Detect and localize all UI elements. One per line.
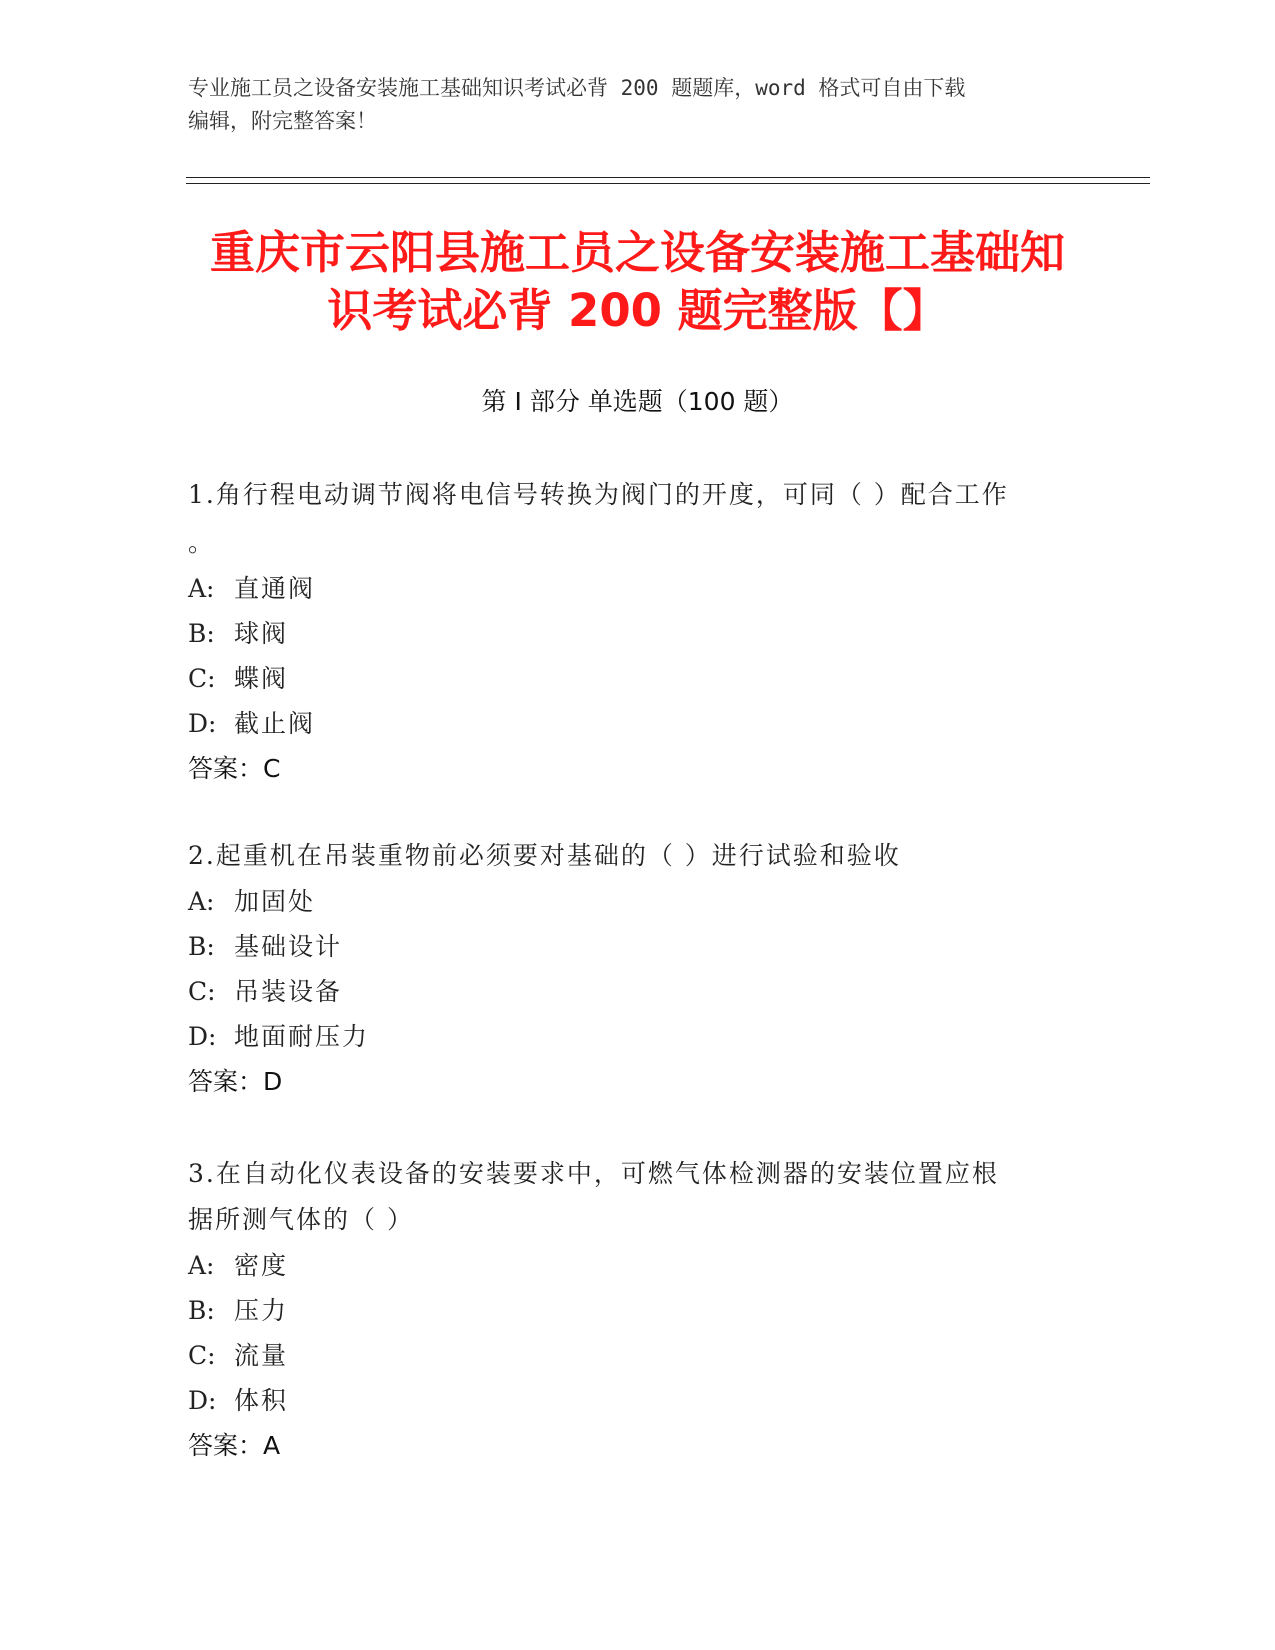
option-letter: B: bbox=[188, 619, 215, 648]
option-text: 地面耐压力 bbox=[234, 1022, 370, 1051]
option-b bbox=[188, 611, 1088, 656]
option-text: 吊装设备 bbox=[234, 977, 343, 1006]
option-text: 球阀 bbox=[234, 619, 289, 648]
option-letter: C: bbox=[188, 977, 216, 1006]
question-text-continuation: 。 bbox=[188, 528, 216, 557]
intro-line-1: 专业施工员之设备安装施工基础知识考试必背 200 题题库，word 格式可自由下载 bbox=[188, 76, 966, 100]
option-a bbox=[188, 879, 1088, 924]
option-letter: D: bbox=[188, 709, 217, 738]
answer: 答案：D bbox=[188, 1067, 283, 1096]
option-text: 直通阀 bbox=[234, 574, 316, 603]
intro-text bbox=[188, 72, 1088, 138]
option-b bbox=[188, 1288, 1088, 1333]
document-title bbox=[150, 224, 1125, 340]
title-line-2: 识考试必背 200 题完整版【】 bbox=[327, 284, 948, 337]
answer: 答案：C bbox=[188, 754, 281, 783]
title-line-1: 重庆市云阳县施工员之设备安装施工基础知 bbox=[209, 226, 1065, 279]
option-c bbox=[188, 1333, 1088, 1378]
option-c bbox=[188, 656, 1088, 701]
option-b bbox=[188, 924, 1088, 969]
option-letter: D: bbox=[188, 1386, 217, 1415]
option-d bbox=[188, 1014, 1088, 1059]
option-a bbox=[188, 566, 1088, 611]
question-text: 3.在自动化仪表设备的安装要求中，可燃气体检测器的安装位置应根 bbox=[188, 1159, 999, 1188]
question-2 bbox=[188, 833, 1088, 1104]
header-divider-top bbox=[186, 177, 1150, 178]
question-3 bbox=[188, 1151, 1088, 1468]
option-a bbox=[188, 1243, 1088, 1288]
option-letter: C: bbox=[188, 1341, 216, 1370]
option-letter: B: bbox=[188, 932, 215, 961]
option-d bbox=[188, 701, 1088, 746]
option-c bbox=[188, 969, 1088, 1014]
option-text: 体积 bbox=[234, 1386, 289, 1415]
intro-line-2: 编辑，附完整答案！ bbox=[188, 109, 377, 133]
question-text: 2.起重机在吊装重物前必须要对基础的（ ）进行试验和验收 bbox=[188, 841, 901, 870]
option-letter: A: bbox=[188, 887, 215, 916]
option-text: 截止阀 bbox=[234, 709, 316, 738]
option-letter: C: bbox=[188, 664, 216, 693]
option-text: 密度 bbox=[234, 1251, 289, 1280]
option-letter: A: bbox=[188, 1251, 215, 1280]
answer: 答案：A bbox=[188, 1431, 281, 1460]
question-1 bbox=[188, 470, 1088, 791]
option-text: 压力 bbox=[234, 1296, 289, 1325]
header-divider-bottom bbox=[186, 183, 1150, 184]
question-text: 1.角行程电动调节阀将电信号转换为阀门的开度，可同（ ）配合工作 bbox=[188, 480, 1009, 509]
option-text: 基础设计 bbox=[234, 932, 343, 961]
section-heading: 第 I 部分 单选题（100 题） bbox=[481, 387, 794, 416]
option-d bbox=[188, 1378, 1088, 1423]
option-text: 蝶阀 bbox=[234, 664, 289, 693]
option-letter: B: bbox=[188, 1296, 215, 1325]
option-letter: D: bbox=[188, 1022, 217, 1051]
option-text: 加固处 bbox=[234, 887, 316, 916]
question-text-continuation: 据所测气体的（ ） bbox=[188, 1205, 414, 1234]
option-letter: A: bbox=[188, 574, 215, 603]
option-text: 流量 bbox=[234, 1341, 289, 1370]
